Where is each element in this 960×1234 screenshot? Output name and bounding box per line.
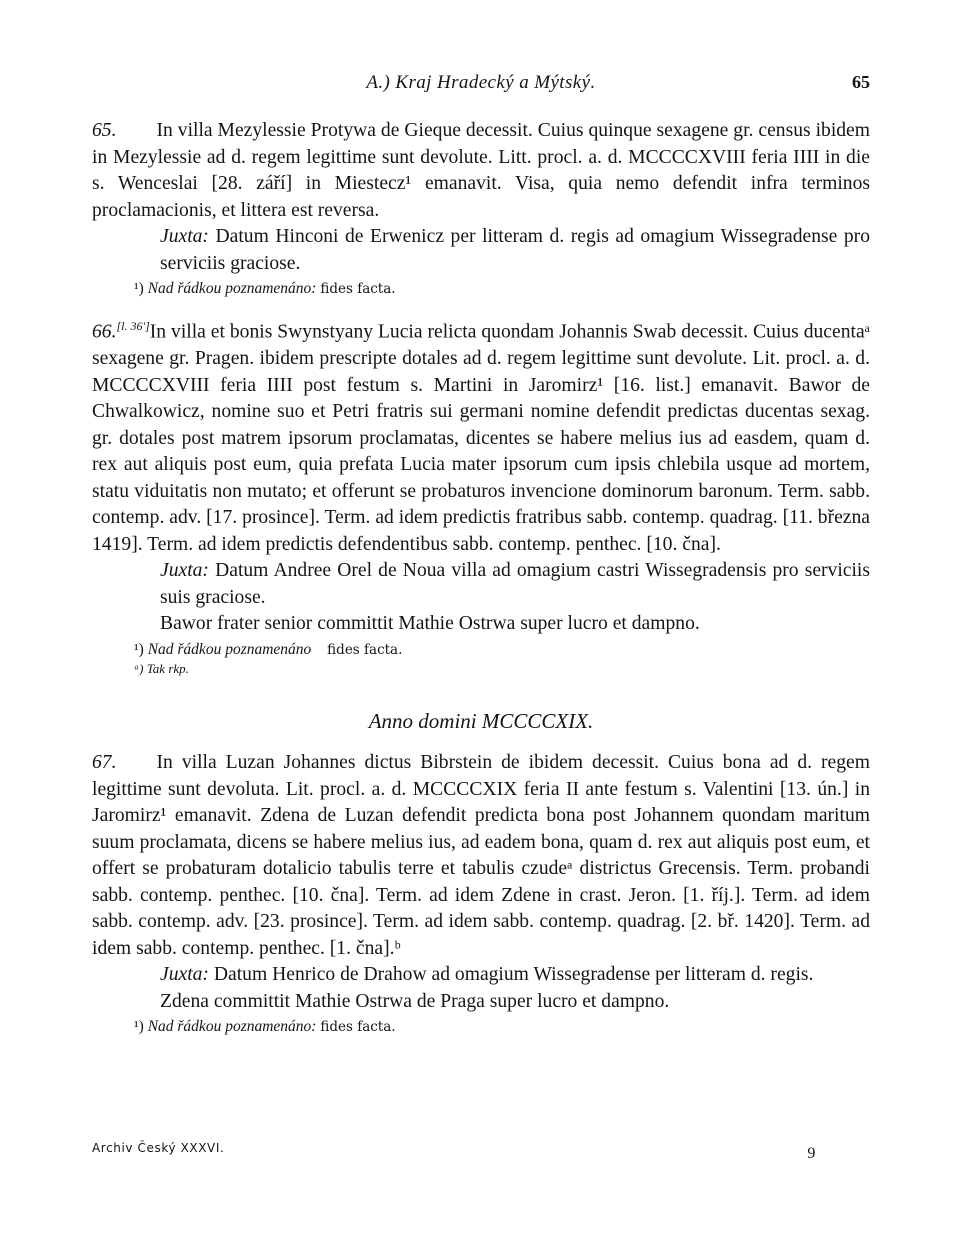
committit-paragraph: Bawor frater senior committit Mathie Ostrwa super lucro et dampno. <box>160 613 700 635</box>
footnote <box>92 1017 870 1037</box>
juxta-text: Datum Andree Orel de Noua villa ad omagium castri Wissegradensis pro serviciis suis graciose. <box>160 560 870 608</box>
juxta-text: Datum Hinconi de Erwenicz per litteram d. regis ad omagium Wissegradense pro serviciis graciose. <box>160 226 870 274</box>
footnote-label: Nad řádkou poznamenáno: <box>147 280 317 297</box>
footnote-label: Nad řádkou poznamenáno <box>147 640 312 658</box>
entry-number: 67. <box>92 752 117 774</box>
section-heading: Anno domini MCCCCXIX. <box>368 708 594 733</box>
entry-number: 65. <box>92 120 117 141</box>
main-text <box>92 118 870 1037</box>
footnote-marker: ¹) <box>134 640 144 658</box>
entry-number: 66. <box>92 321 117 343</box>
entry-67 <box>92 750 870 1037</box>
juxta-text: Datum Henrico de Drahow ad omagium Wissegradense per litteram d. regis. <box>213 964 814 986</box>
page-footer <box>92 1141 816 1162</box>
footnote-text: fides facta. <box>327 641 403 658</box>
footnote-marker: ¹) <box>134 1018 144 1036</box>
entry-65-body <box>92 118 870 224</box>
footnote-text: fides facta. <box>320 281 396 297</box>
entry-67-body <box>92 750 870 962</box>
entry-text: In villa Mezylessie Protywa de Gieque decessit. Cuius quinque sexagene gr. census ibidem in Mezylessie ad d. regem legittime sunt devolute. Litt. procl. a. d. MCCCCXVIII feria IIII in die s. Wenceslai [28. září] in Miestecz¹ emanavit. Visa, quia nemo defendit infra terminos proclamacionis, et littera est reversa. <box>92 120 870 221</box>
footnote-a-marker: ᵃ) <box>134 660 144 676</box>
entry-66-body <box>92 313 870 558</box>
footnote-marker: ¹) <box>134 280 144 297</box>
footnote-a-text: Tak rkp. <box>146 660 189 676</box>
juxta-paragraph <box>92 224 870 277</box>
entry-65 <box>92 118 870 299</box>
juxta-label: Juxta: <box>160 560 209 582</box>
footnote <box>92 640 870 660</box>
entry-text: In villa Luzan Johannes dictus Bibrstein de ibidem decessit. Cuius bona ad d. regem legittime sunt devoluta. Lit. procl. a. d. MCCCCXIX feria II ante festum s. Valentini [13. ún.] in Jaromirz¹ emanavit. Zdena de Luzan defendit predicta bona post Johannem quondam maritum suum proclamata, dicens se habere melius ius, ad eadem bona, quam d. rex aut aliquis post eum, et offert se probaturam dotalicio tabulis terre et tabulis czudeᵃ districtus Grecensis. Term. probandi sabb. contemp. penthec. [10. čna]. Term. ad idem Zdene in crast. Jeron. [1. říj.]. Term. ad idem sabb. contemp. adv. [23. prosince]. Term. ad idem sabb. contemp. quadrag. [2. bř. 1420]. Term. ad idem sabb. contemp. penthec. [1. čna].ᵇ <box>92 752 870 959</box>
entry-text: In villa et bonis Swynstyany Lucia relicta quondam Johannis Swab decessit. Cuius ducentaᵃ sexagene gr. Pragen. ibidem prescripte dotales ad d. regem legittime sunt devolute. Lit. procl. a. d. MCCCCXVIII feria IIII post festum s. Martini in Jaromirz¹ [16. list.] emanavit. Bawor de Chwalkowicz, nomine suo et Petri fratris sui germani nomine defendit predictas ducentas sexag. gr. dotales post matrem ipsorum proclamatas, dicentes se habere melius ius ad easdem, quam d. rex aut aliquis post eum, quia prefata Lucia mater ipsorum cum ipsis chlebila usque ad mortem, statu viduitatis non mutato; et offerunt se probaturos invencione dominorum baronum. Term. sabb. contemp. adv. [17. prosince]. Term. ad idem predictis fratribus sabb. contemp. quadrag. [11. března 1419]. Term. ad idem predictis defendentibus sabb. contemp. penthec. [10. čna]. <box>92 321 870 555</box>
juxta-paragraph <box>92 962 870 989</box>
entry-66 <box>92 313 870 678</box>
folio-marker: [l. 36'] <box>116 319 150 333</box>
footnote <box>92 279 870 299</box>
footnote-label: Nad řádkou poznamenáno: <box>147 1018 317 1036</box>
footnote-text: fides facta. <box>320 1019 396 1036</box>
footnote-a <box>92 660 870 678</box>
juxta-paragraph <box>92 558 870 611</box>
footer-page-number: 9 <box>807 1145 816 1162</box>
running-title: A.) Kraj Hradecký a Mýtský. <box>366 72 596 93</box>
committit-paragraph: Zdena committit Mathie Ostrwa de Praga super lucro et dampno. <box>160 990 670 1012</box>
juxta-label: Juxta: <box>160 226 209 247</box>
running-header <box>92 72 870 100</box>
footer-signature: Archiv Český XXXVI. <box>92 1141 225 1155</box>
page-number: 65 <box>852 72 870 92</box>
juxta-label: Juxta: <box>160 964 209 986</box>
